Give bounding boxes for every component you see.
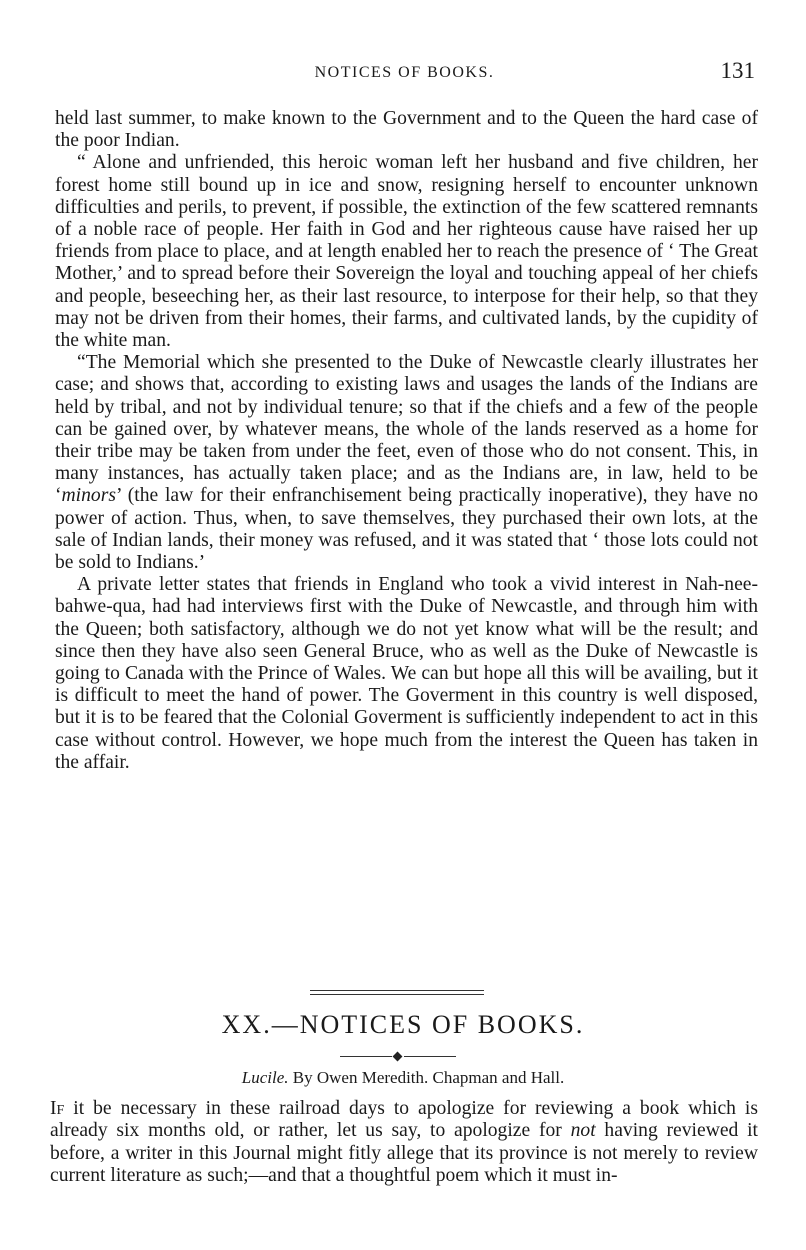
review-first-word: If — [50, 1098, 65, 1119]
section-divider-bottom — [310, 994, 484, 995]
not-emphasis: not — [570, 1120, 596, 1142]
review-text-start: it be necessary in these railroad days to apologize for reviewing a book which is already six months old, or rather, let us say, to apologize for — [50, 1098, 758, 1142]
paragraph-private-letter: A private letter states that friends in England who took a vivid interest in Nah-nee-bahwe-qua, had had interviews first with the Duke of Newcastle, and through him with the Queen; both satisfactory, although we do not yet know what will be the result; and since then they have also seen General Bruce, who as well as the Duke of Newcastle is going to Canada with the Prince of Wales. We can but hope all this will be availing, but it is difficult to meet the hand of power. The Goverment in this country is well disposed, but it is to be feared that the Colonial Goverment is sufficiently independent to act in this case without control. However, we hope much from the interest the Queen has taken in the affair. — [55, 574, 758, 773]
book-title: Lucile. — [241, 1068, 289, 1087]
page-header — [52, 58, 757, 98]
article-body — [55, 108, 758, 774]
diamond-icon — [393, 1052, 403, 1062]
minors-emphasis: minors — [61, 485, 116, 507]
memorial-text-start: “The Memorial which she presented to the Duke of Newcastle clearly illustrates her case; and shows that, according to existing laws and usages the lands of the Indians are held by tribal, and not by individual tenure; so that if the chiefs and a few of the people can be gained over, by whatever means, the whole of the lands reserved as a home for their tribe may be taken from under the feet, even of those who do not consent. This, in many instances, has actually taken place; and as the Indians are, in law, held to be ‘ — [55, 352, 758, 507]
paragraph-continuation: held last summer, to make known to the Government and to the Queen the hard case of the poor Indian. — [55, 108, 758, 152]
running-title: NOTICES OF BOOKS. — [314, 64, 495, 81]
ornament-line-right — [404, 1056, 456, 1057]
book-details: By Owen Meredith. Chapman and Hall. — [292, 1068, 565, 1087]
review-body — [50, 1098, 758, 1188]
memorial-text-end: ’ (the law for their enfranchisement being practically inoperative), they have no power of action. Thus, when, to save themselves, they purchased their own lots, at the sale of Indian lands, their money was refused, and it was stated that ‘ those lots could not be sold to Indians.’ — [55, 485, 758, 574]
section-heading: XX.—NOTICES OF BOOKS. — [221, 1010, 585, 1039]
book-citation — [0, 1068, 806, 1088]
paragraph-quote-memorial — [55, 352, 758, 574]
section-divider-top — [310, 990, 484, 991]
review-text-end: having reviewed it before, a writer in this Journal might fitly allege that its province is not merely to review current literature as such;—and that a thoughtful poem which it must in- — [50, 1120, 759, 1187]
page-number: 131 — [720, 58, 755, 83]
ornament-line-left — [340, 1056, 392, 1057]
paragraph-quote-alone: “ Alone and unfriended, this heroic woman left her husband and five children, her forest home still bound up in ice and snow, resigning herself to encounter unknown difficulties and perils, to prevent, if possible, the extinction of the few scattered remnants of a noble race of people. Her faith in God and her righteous cause have raised her up friends from place to place, and at length enabled her to reach the presence of ‘ The Great Mother,’ and to spread before their Sovereign the loyal and touching appeal of her chiefs and people, beseeching her, as their last resource, to interpose for their help, so that they may not be driven from their homes, their farms, and cultivated lands, by the cupidity of the white man. — [55, 152, 758, 352]
ornament-divider — [340, 1052, 456, 1062]
